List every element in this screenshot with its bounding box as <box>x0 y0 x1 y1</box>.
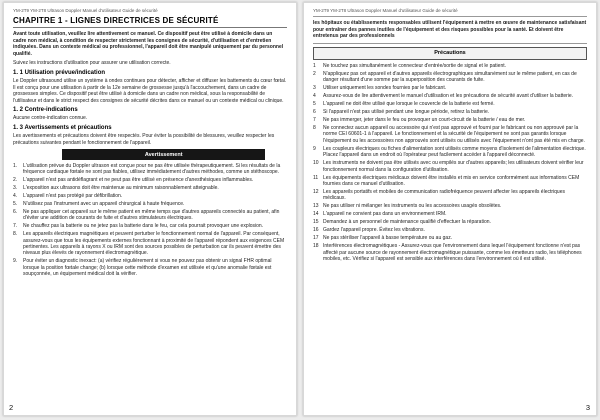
precaution-item-17 <box>313 235 587 241</box>
item-text: Les équipements électriques médicaux doivent être installés et mis en service conformément aux informations CEM fournies dans ce manuel d'utilisation. <box>323 174 580 187</box>
section-1-1-title: 1. 1 Utilisation prévue/indication <box>13 69 106 76</box>
item-number: 18 <box>313 243 319 250</box>
warning-item-8 <box>13 231 287 257</box>
item-number: 1. <box>13 162 18 169</box>
item-number: 7 <box>313 117 316 124</box>
item-number: 8. <box>13 231 18 238</box>
item-text: Les coupleurs électriques ou fiches d'alimentation sont utilisés comme moyens d'isolement de l'alimentation électrique. Placez l'appareil dans un endroit où l'opérateur peut facilement accéder à l'appareil déconnecté. <box>323 145 586 159</box>
item-text: Les appareils portatifs et mobiles de communication radiofréquence peuvent affecter les appareils électriques médicaux. <box>323 188 565 202</box>
item-number: 3. <box>13 184 18 191</box>
item-text: Ne pas appliquer cet appareil sur le même patient en même temps que d'autres appareils connectés au patient, afin d'éviter une addition de courants de fuite et d'autres stimulateurs électriques. <box>23 208 280 222</box>
continuation-divider <box>313 43 587 44</box>
precaution-item-10 <box>313 160 587 173</box>
precaution-item-3 <box>313 85 587 91</box>
section-1-2-title: 1. 2 Contre-indications <box>13 107 78 114</box>
section-1-1-body: Le Doppler ultrasound utilise un système à ondes continues pour détecter, afficher et diffuser les battements du cœur fœtal. Il est conçu pour une utilisation à partir de la 12e semaine de grossesse jusqu'à l'accouchement, dans un cadre de grossesses simples. Ce dispositif peut être utilisé à domicile dans un cadre non médical, sous la responsabilité de l'utilisateur et dans le strict respect des consignes de sécurité décrites dans ce manuel ou un contexte médical ou clinique. <box>13 77 287 104</box>
precaution-item-4 <box>313 93 587 99</box>
warning-list <box>13 163 287 278</box>
warning-item-2 <box>13 177 287 183</box>
item-text: N'appliquez pas cet appareil et d'autres appareils électrographiques simultanément sur le même patient, en cas de danger résultant d'une somme par la superposition des courants de fuite. <box>323 70 577 84</box>
precaution-item-11 <box>313 175 587 188</box>
item-text: Pour éviter un diagnostic inexact: (a) vérifiez régulièrement si vous ne pouvez pas obtenir un signal FHR optimal lorsque la position fœtale change; (b) lorsque cette méthode d'examen est utilisée et qu'une anomalie fœtale est soupçonnée, un équipement médical doit la vérifier. <box>23 258 272 278</box>
warning-item-1 <box>13 163 287 176</box>
precaution-item-1 <box>313 63 587 69</box>
item-text: Ne touchez pas simultanément le connecteur d'entrée/sortie de signal et le patient. <box>323 62 507 69</box>
item-number: 15 <box>313 219 319 226</box>
page-left <box>3 2 297 416</box>
precaution-item-5 <box>313 101 587 107</box>
item-text: L'utilisation prévue du Doppler ultrason est conçue pour ne pas être utilisée thérapeutiquement. Si les résultats de la fréquence cardiaque fœtale ne sont pas fiables, utilisez immédiatement d'autres méthodes, comme un stéthoscope. <box>23 162 281 176</box>
precaution-item-6 <box>313 109 587 115</box>
item-number: 16 <box>313 227 319 234</box>
precaution-item-18 <box>313 243 587 262</box>
page-header-left: YM-2T9 YM-2T8 Ultrason Doppler Manuel d'utilisateur Guide de sécurité <box>13 8 158 13</box>
item-number: 4. <box>13 192 18 199</box>
item-text: Ne pas utiliser ni mélanger les instruments ou les accessoires usagés obsolètes. <box>323 203 502 210</box>
item-number: 5 <box>313 101 316 108</box>
warning-item-3 <box>13 185 287 191</box>
item-number: 13 <box>313 203 319 210</box>
item-text: Ne chauffez pas la batterie ou ne jetez pas la batterie dans le feu, car cela pourrait provoquer une explosion. <box>23 223 264 230</box>
item-text: L'appareil ne doit être utilisé que lorsque le couvercle de la batterie est fermé. <box>323 101 495 108</box>
item-number: 9 <box>313 145 316 152</box>
item-text: L'appareil n'est pas antidéflagrant et ne peut pas être utilisé en présence d'anesthésiques inflammables. <box>23 177 254 183</box>
item-text: Assurez-vous de lire attentivement le manuel d'utilisation et les précautions de sécurité avant d'utiliser la batterie. <box>323 93 574 100</box>
item-text: L'exposition aux ultrasons doit être maintenue au minimum raisonnablement atteignable. <box>23 184 219 191</box>
precautions-list <box>313 63 587 263</box>
precaution-item-7 <box>313 117 587 123</box>
follow-instructions-text: Suivez les instructions d'utilisation pour assurer une utilisation correcte. <box>13 60 171 67</box>
precaution-item-9 <box>313 146 587 159</box>
title-divider <box>13 27 287 28</box>
item-number: 5. <box>13 200 18 207</box>
precaution-item-15 <box>313 219 587 225</box>
header-divider <box>313 16 587 17</box>
continuation-paragraph: les hôpitaux ou établissements responsables utilisent l'équipement à mettre en œuvre de maintenance satisfaisant pour entraîner des pannes inutiles de l'équipement et des risques possibles pour la santé. Et doivent être entretenus par des professionnels <box>313 20 587 40</box>
precaution-item-12 <box>313 189 587 202</box>
precaution-item-8 <box>313 125 587 144</box>
item-number: 2 <box>313 70 316 77</box>
item-text: Les instruments ne doivent pas être utilisés avec ou empilés sur d'autres appareils; les utilisateurs doivent vérifier leur fonctionnement normal dans la configuration d'utilisation. <box>323 160 584 173</box>
item-text: L'appareil n'est pas protégé par défibrillation. <box>23 192 123 199</box>
item-text: Interférences électromagnétiques - Assurez-vous que l'environnement dans lequel l'équipement fonctionne n'est pas affecté par aucune source de rayonnement électromagnétique puissante, comme les émetteurs radio, les téléphones mobiles, etc. Vérifiez si l'appareil est sensible aux interférences dans l'environnement où il est utilisé. <box>323 243 582 263</box>
precaution-item-13 <box>313 203 587 209</box>
item-number: 1 <box>313 62 316 69</box>
item-number: 12 <box>313 188 319 195</box>
intro-paragraph: Avant toute utilisation, veuillez lire attentivement ce manuel. Ce dispositif peut être utilisé à domicile dans un cadre non médical, à condition de respecter strictement les consignes de sécurité, d'utilisation et d'entretien indiquées. Dans un contexte médical ou professionnel, l'appareil doit être manipulé uniquement par du personnel qualifié. <box>13 31 284 57</box>
item-number: 4 <box>313 93 316 100</box>
section-1-2-body: Aucune contre-indication connue. <box>13 115 88 122</box>
item-text: Utiliser uniquement les sondes fournies par le fabricant. <box>323 85 447 92</box>
item-text: Si l'appareil n'est pas utilisé pendant une longue période, retirez la batterie. <box>323 109 490 116</box>
item-number: 14 <box>313 211 319 218</box>
item-text: Les appareils électriques magnétiques et peuvent perturber le fonctionnement normal de l'appareil. Par conséquent, assurez-vous que tous les équipements externes fonctionnant à proximité de l'appareil répondent aux exigences CEM pertinentes. Les appareils à rayons X ou IRM sont des sources possibles de perturbation car ils peuvent émettre des niveaux plus élevés de rayonnement électromagnétique. <box>23 231 285 257</box>
item-number: 8 <box>313 125 316 132</box>
item-text: L'appareil ne convient pas dans un environnement IRM. <box>323 211 447 218</box>
warning-item-6 <box>13 209 287 222</box>
precaution-item-14 <box>313 211 587 217</box>
item-text: Demandez à un personnel de maintenance qualifié d'effectuer la réparation. <box>323 219 491 226</box>
item-number: 6. <box>13 208 18 215</box>
item-number: 17 <box>313 235 319 242</box>
warning-item-9 <box>13 258 287 277</box>
item-number: 9. <box>13 258 18 265</box>
warning-banner: Avertissement <box>62 149 265 160</box>
item-number: 10 <box>313 160 319 167</box>
warning-item-5 <box>13 201 287 207</box>
warning-item-7 <box>13 223 287 229</box>
item-text: Ne pas stériliser l'appareil à basse température ou au gaz. <box>323 235 453 242</box>
precaution-item-16 <box>313 227 587 233</box>
item-text: Ne pas immerger, jeter dans le feu ou provoquer un court-circuit de la batterie / eau de mer. <box>323 117 526 124</box>
item-text: N'utilisez pas l'instrument avec un appareil chirurgical à haute fréquence. <box>23 200 185 207</box>
page-right <box>303 2 597 416</box>
item-number: 3 <box>313 85 316 92</box>
precaution-item-2 <box>313 71 587 84</box>
item-number: 6 <box>313 109 316 116</box>
chapter-title: CHAPITRE 1 - LIGNES DIRECTRICES DE SÉCURITÉ <box>13 16 219 25</box>
item-number: 2. <box>13 177 18 183</box>
item-text: Gardez l'appareil propre. Évitez les vibrations. <box>323 227 425 234</box>
section-1-3-body: Les avertissements et précautions doivent être respectés. Pour éviter la possibilité de blessures, veuillez respecter les précautions suivantes pendant le fonctionnement de l'appareil. <box>13 132 275 146</box>
page-header-right: YM-2T9 YM-2T8 Ultrason Doppler Manuel d'utilisateur Guide de sécurité <box>313 8 458 13</box>
item-number: 7. <box>13 223 18 230</box>
page-number-right: 3 <box>585 403 590 412</box>
item-number: 11 <box>313 174 319 181</box>
warning-item-4 <box>13 193 287 199</box>
item-text: Ne connectez aucun appareil ou accessoire qui n'est pas approuvé et fourni par le fabricant ou non approuvé par la norme CEI 60601-1 à l'appareil. Le fonctionnement et la sécurité de l'équipement ne sont pas garantis lorsque l'équipement ou les accessoires non approuvés sont utilisés ou utilisés avec l'équipement n'ont pas été mis en charge. <box>323 125 585 144</box>
section-1-3-title: 1. 3 Avertissements et précautions <box>13 124 112 131</box>
page-number-left: 2 <box>9 403 14 412</box>
precautions-banner: Précautions <box>313 47 587 60</box>
